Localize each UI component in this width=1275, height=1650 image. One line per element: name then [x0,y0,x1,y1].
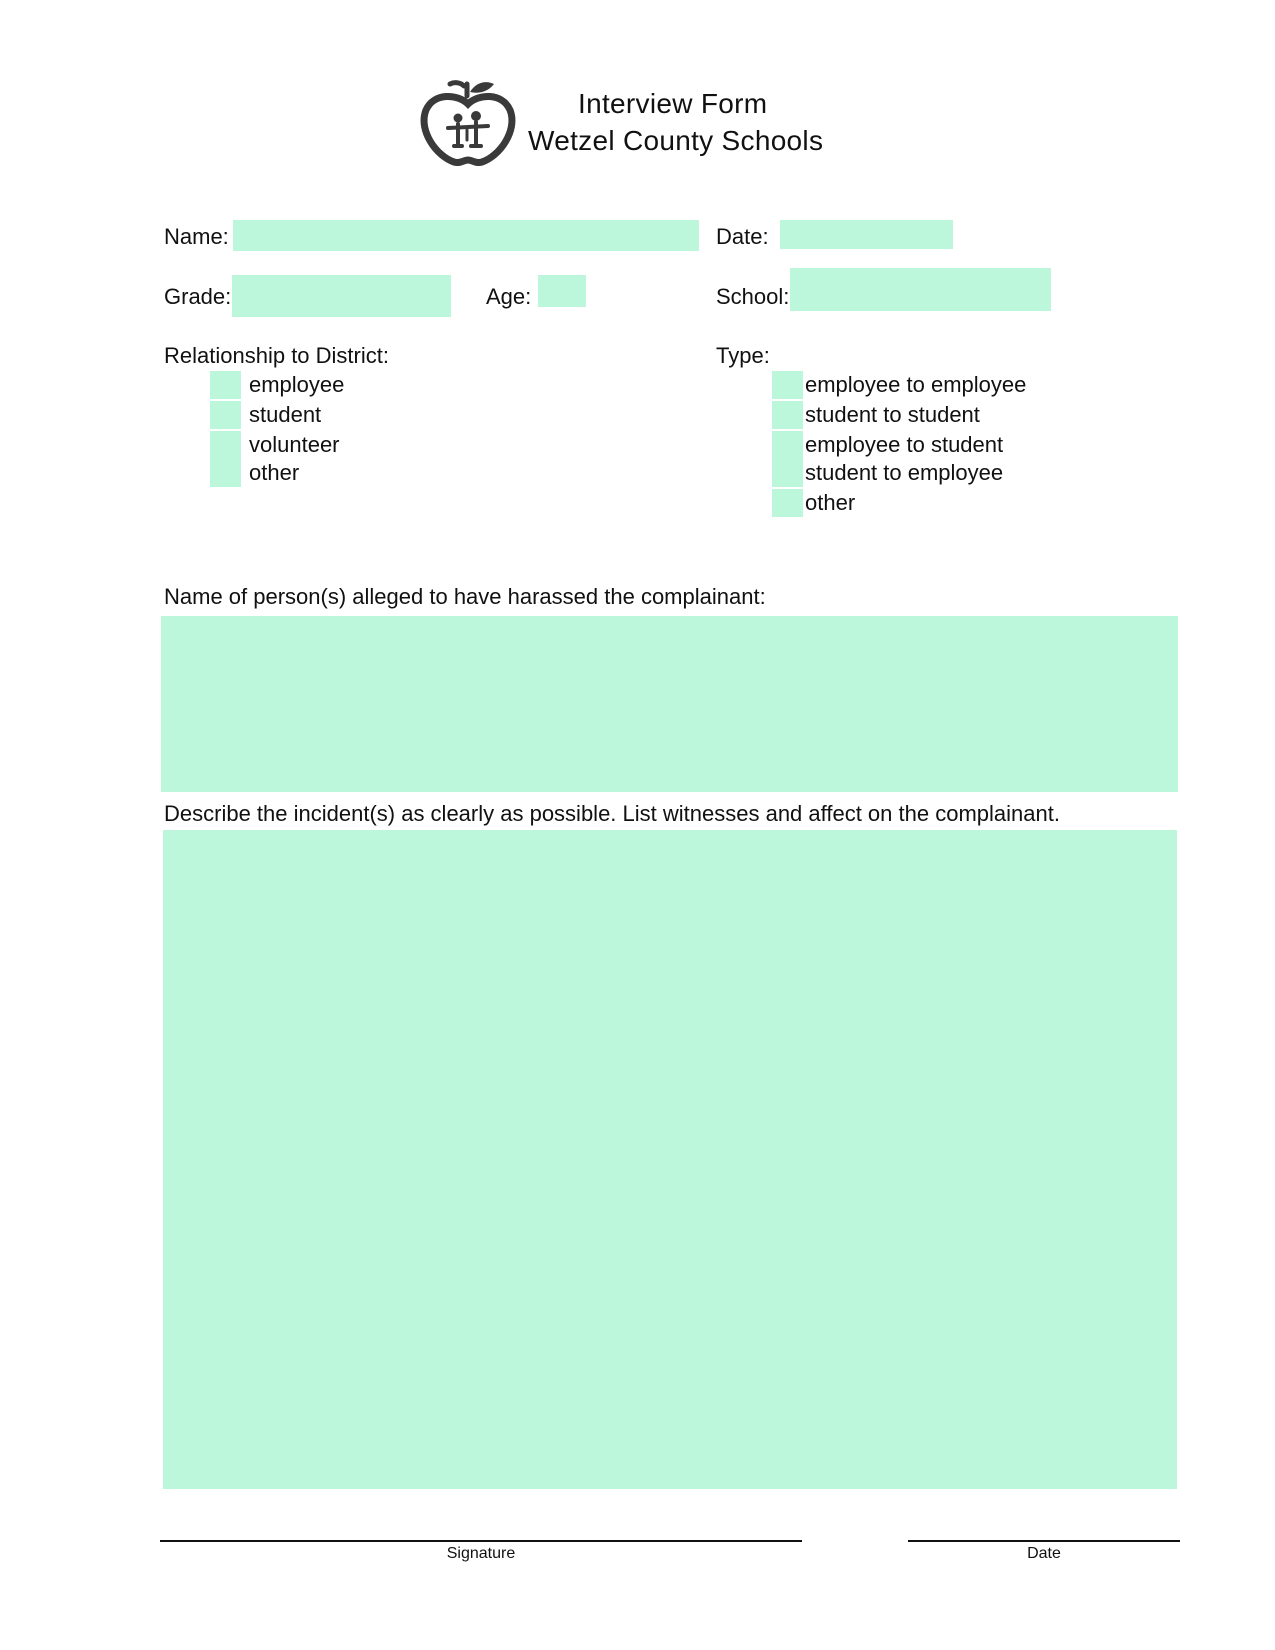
type-option-label: student to employee [805,460,1004,485]
age-label: Age: [486,284,532,309]
date-label: Date: [716,224,769,249]
type-option-employee-to-employee[interactable] [772,371,1062,400]
relationship-option-employee[interactable] [210,371,410,400]
incident-label: Describe the incident(s) as clearly as possible. List witnesses and affect on the complainant. [164,801,1060,826]
form-subtitle: Wetzel County Schools [528,125,824,156]
relationship-label: Relationship to District: [164,343,389,368]
type-option-employee-to-student[interactable] [772,431,1062,460]
signature-date-line[interactable] [908,1540,1180,1542]
type-checkbox-employee-to-student[interactable] [772,431,803,459]
type-label: Type: [716,343,770,368]
apple-logo [420,80,516,166]
type-option-other[interactable] [772,489,1062,518]
type-checkbox-student-to-student[interactable] [772,401,803,429]
relationship-option-label: volunteer [249,432,340,457]
relationship-option-label: other [249,460,300,485]
relationship-option-label: employee [249,372,345,397]
signature-label: Signature [446,1545,516,1562]
school-label: School: [716,284,790,309]
age-field[interactable] [538,275,586,307]
grade-field[interactable] [232,275,451,317]
relationship-checkbox-employee[interactable] [210,371,241,399]
relationship-option-volunteer[interactable] [210,431,410,460]
alleged-label: Name of person(s) alleged to have harassed the complainant: [164,584,766,609]
form-header [0,0,1275,180]
type-option-student-to-employee[interactable] [772,459,1062,488]
relationship-option-other[interactable] [210,459,410,488]
relationship-option-label: student [249,402,322,427]
type-option-label: student to student [805,402,980,427]
type-checkbox-student-to-employee[interactable] [772,459,803,487]
name-field[interactable] [233,220,699,251]
type-option-label: employee to student [805,432,1004,457]
type-checkbox-other[interactable] [772,489,803,517]
name-label: Name: [164,224,229,249]
type-option-label: employee to employee [805,372,1027,397]
signature-date-label: Date [1027,1545,1061,1562]
type-option-student-to-student[interactable] [772,401,1062,430]
relationship-checkbox-volunteer[interactable] [210,431,241,459]
type-checkbox-employee-to-employee[interactable] [772,371,803,399]
alleged-names-field[interactable] [161,616,1178,792]
signature-line[interactable] [160,1540,802,1542]
grade-label: Grade: [164,284,232,309]
incident-description-field[interactable] [163,830,1177,1489]
relationship-checkbox-other[interactable] [210,459,241,487]
form-title: Interview Form [578,88,768,119]
type-option-label: other [805,490,856,515]
relationship-option-student[interactable] [210,401,410,430]
relationship-checkbox-student[interactable] [210,401,241,429]
date-field[interactable] [780,220,953,249]
school-field[interactable] [790,268,1051,311]
